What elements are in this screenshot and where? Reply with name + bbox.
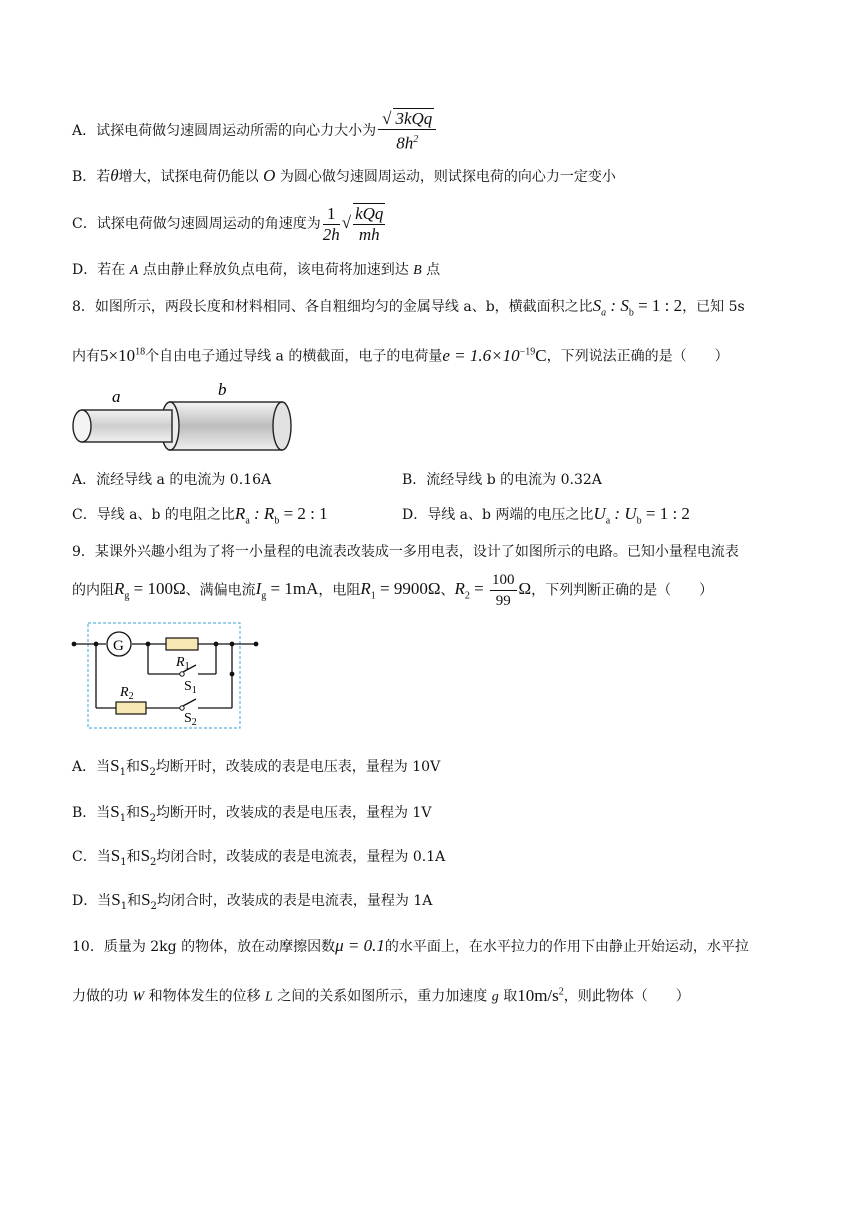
resistor-r1-icon	[166, 638, 198, 650]
q7-option-d: D．若在 A 点由静止释放负点电荷，该电荷将加速到达 B 点	[72, 262, 441, 278]
circuit-wires	[74, 644, 256, 708]
node-dot	[254, 642, 259, 647]
q8-wire-figure	[70, 378, 292, 458]
q8-option-b: B．流经导线 b 的电流为 0.32A	[402, 472, 602, 488]
s1-label: $S_1$	[184, 679, 197, 696]
q7-option-a: A．试探电荷做匀速圆周运动所需的向心力大小为 $\frac{\text{√ 3kQq}}{8h^2}$	[72, 108, 438, 154]
q8-stem-line1: 8．如图所示，两段长度和材料相同、各自粗细均匀的金属导线 a、b，横截面积之比$S_a$ : $S_b = 1$ : 2，已知 5s	[72, 296, 745, 319]
node-dot	[94, 642, 99, 647]
q7-a-fraction: $\frac{\text{√ 3kQq}}{8h^2}$	[378, 108, 436, 154]
q9-circuit-figure	[70, 620, 262, 732]
r1-label: $R_1$	[176, 655, 190, 672]
q9-option-a: A．当$S_1$和$S_2$均断开时，改装成的表是电压表，量程为 10V	[72, 756, 441, 778]
q9-option-c: C．当$S_1$和$S_2$均闭合时，改装成的表是电流表，量程为 0.1A	[72, 846, 446, 868]
node-dot	[72, 642, 77, 647]
s2-label: $S_2$	[184, 711, 197, 728]
node-dot	[146, 642, 151, 647]
q9-option-d: D．当$S_1$和$S_2$均闭合时，改装成的表是电流表，量程为 1A	[72, 890, 433, 912]
q8-option-c: C．导线 a、b 的电阻之比$R_a$ : $R_b = 2$ : 1	[72, 504, 328, 527]
q9-stem-line2: 的内阻$R_g = 100\Omega$、满偏电流$I_g = 1mA$，电阻$R_1 = 9900\Omega$、$R_2$ = $\frac{100}{99}$ Ω，下列判断正确的是（ ）	[72, 572, 714, 609]
node-dot	[230, 642, 235, 647]
switch-s1-contact	[180, 672, 184, 676]
wire-b-label: b	[218, 380, 227, 399]
r2-label: $R_2$	[120, 685, 134, 702]
wire-b-body	[170, 402, 282, 450]
q9-stem-line1: 9．某课外兴趣小组为了将一小量程的电流表改装成一多用电表，设计了如图所示的电路。已知小量程电流表	[72, 544, 739, 560]
switch-s2-contact	[180, 706, 184, 710]
q8-option-a: A．流经导线 a 的电流为 0.16A	[72, 472, 272, 488]
node-dot	[214, 642, 219, 647]
q7-option-c: C．试探电荷做匀速圆周运动的角速度为 $\frac{1}{2h}$ √ $\frac{\text{kQq}}{mh}$	[72, 203, 384, 244]
q9-option-b: B．当$S_1$和$S_2$均断开时，改装成的表是电压表，量程为 1V	[72, 802, 432, 824]
q8-option-d: D．导线 a、b 两端的电压之比$U_a$ : $U_b = 1$ : 2	[402, 504, 690, 527]
q7-option-b: B．若θ增大，试探电荷仍能以 O 为圆心做匀速圆周运动，则试探电荷的向心力一定变小	[72, 166, 616, 185]
q10-stem-line2: 力做的功 W 和物体发生的位移 L 之间的关系如图所示，重力加速度 g 取$10m/s^2$，则此物体（ ）	[72, 985, 690, 1005]
wire-a-label: a	[112, 387, 121, 406]
wire-a-body	[82, 410, 172, 442]
q8-stem-line2: 内有$5\times 10^{18}$个自由电子通过导线 a 的横截面，电子的电荷量$e = 1.6\times 10^{-19}C$，下列说法正确的是（ ）	[72, 345, 729, 365]
resistor-r2-icon	[116, 702, 146, 714]
wire-b-end	[273, 402, 291, 450]
galvanometer-label: G	[113, 638, 124, 654]
q10-stem-line1: 10．质量为 2kg 的物体，放在动摩擦因数μ = 0.1的水平面上，在水平拉力的作用下由静止开始运动，水平拉	[72, 936, 749, 955]
node-dot	[230, 672, 235, 677]
wire-a-end	[73, 410, 91, 442]
